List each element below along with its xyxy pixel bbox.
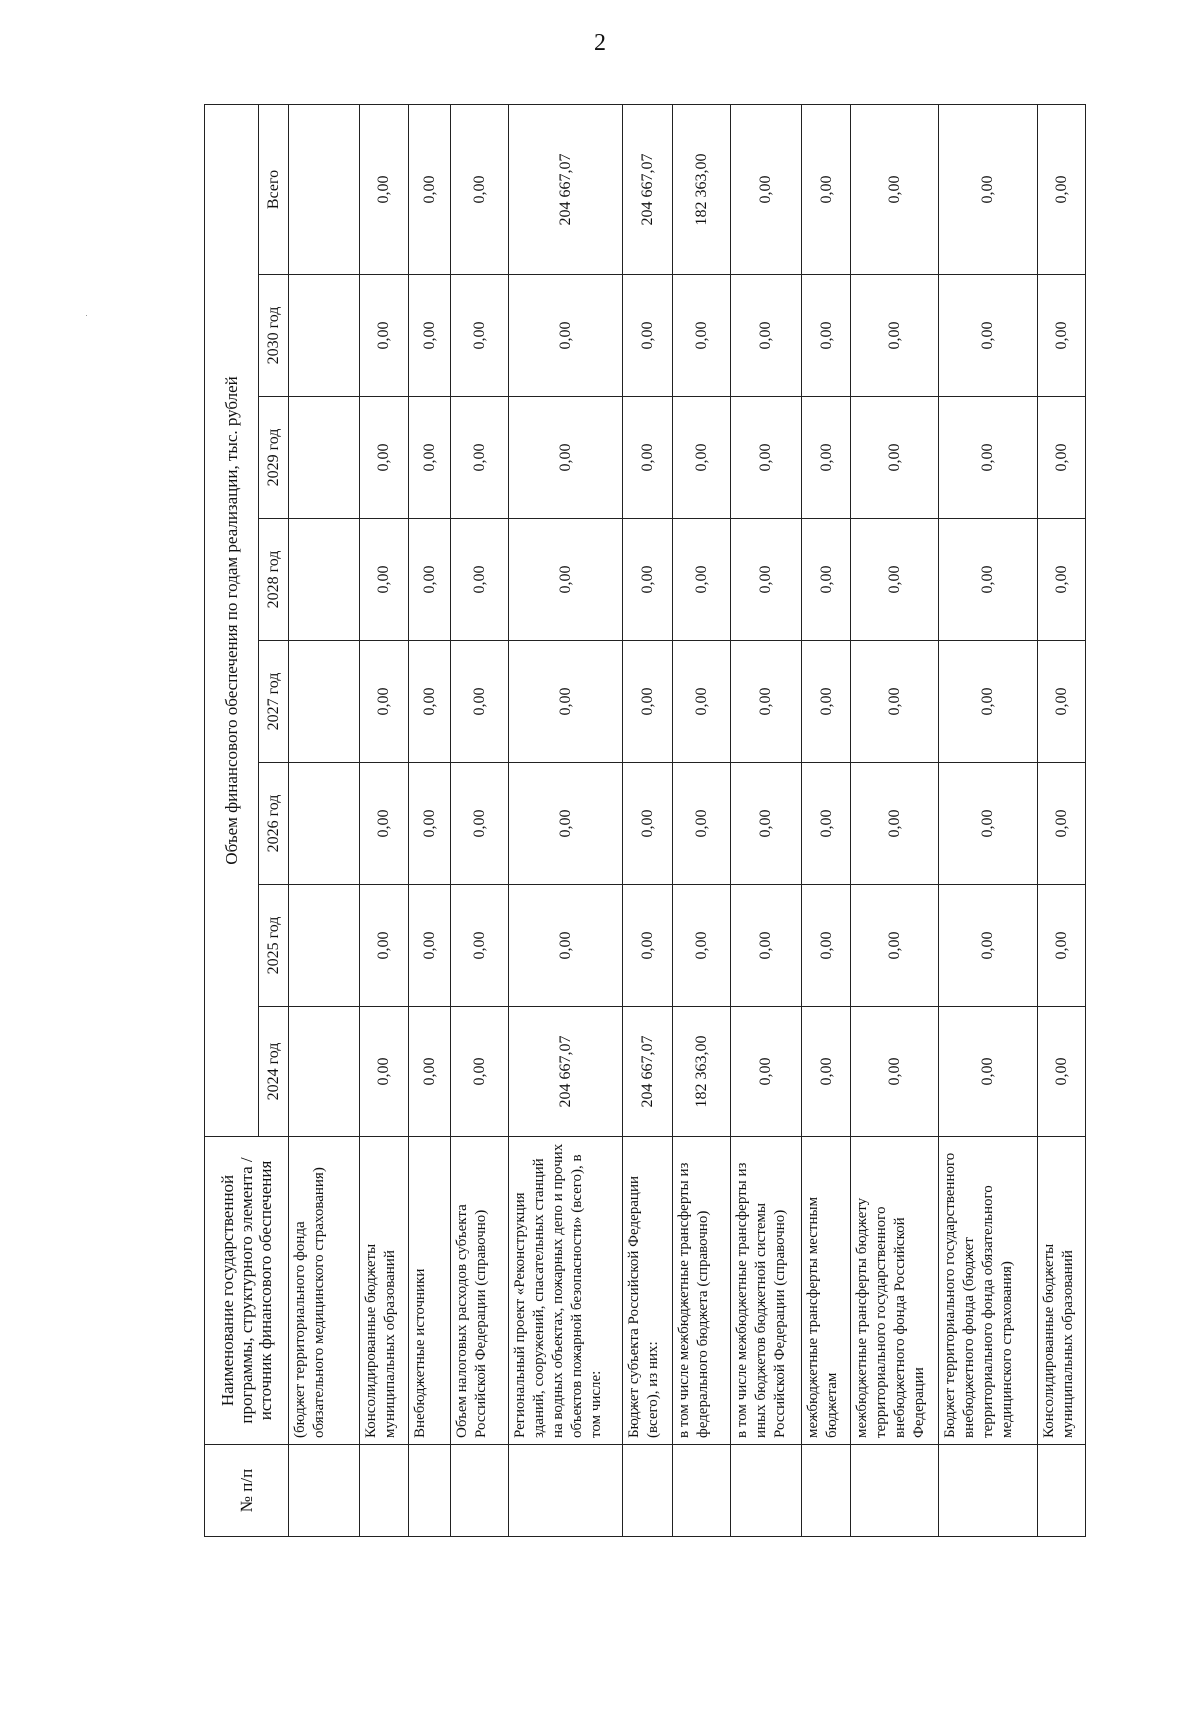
row-number xyxy=(938,1445,1038,1537)
row-year-value: 0,00 xyxy=(359,397,409,519)
row-year-value: 0,00 xyxy=(508,397,622,519)
row-year-value: 0,00 xyxy=(851,519,938,641)
row-total-value: 0,00 xyxy=(409,104,451,274)
row-year-value: 0,00 xyxy=(450,641,508,763)
row-total-value: 182 363,00 xyxy=(672,104,730,274)
row-year-value xyxy=(289,641,360,763)
header-year: 2026 год xyxy=(259,763,289,885)
row-source-name: Объем налоговых расходов субъекта Российской Федерации (справочно) xyxy=(450,1137,508,1445)
row-year-value: 0,00 xyxy=(1038,885,1086,1007)
row-number xyxy=(1038,1445,1086,1537)
header-year: 2029 год xyxy=(259,397,289,519)
row-year-value: 0,00 xyxy=(359,885,409,1007)
row-number xyxy=(409,1445,451,1537)
row-total-value xyxy=(289,104,360,274)
table-row xyxy=(731,104,802,1536)
row-year-value: 0,00 xyxy=(623,397,673,519)
row-number xyxy=(289,1445,360,1537)
row-source-name: Внебюджетные источники xyxy=(409,1137,451,1445)
row-year-value: 0,00 xyxy=(1038,763,1086,885)
row-year-value: 182 363,00 xyxy=(672,1007,730,1137)
table-row xyxy=(409,104,451,1536)
row-year-value: 0,00 xyxy=(672,641,730,763)
row-year-value: 0,00 xyxy=(801,885,851,1007)
row-source-name: Консолидированные бюджеты муниципальных образований xyxy=(359,1137,409,1445)
row-year-value: 0,00 xyxy=(450,1007,508,1137)
row-year-value: 0,00 xyxy=(623,885,673,1007)
row-year-value: 0,00 xyxy=(409,641,451,763)
header-year: 2028 год xyxy=(259,519,289,641)
table-row xyxy=(508,104,622,1536)
row-source-name: (бюджет территориального фонда обязательного медицинского страхования) xyxy=(289,1137,360,1445)
row-source-name: в том числе межбюджетные трансферты из федерального бюджета (справочно) xyxy=(672,1137,730,1445)
row-source-name: межбюджетные трансферты местным бюджетам xyxy=(801,1137,851,1445)
row-year-value: 0,00 xyxy=(938,519,1038,641)
scan-speck xyxy=(86,315,87,316)
row-year-value: 0,00 xyxy=(450,397,508,519)
row-year-value: 0,00 xyxy=(672,763,730,885)
table-row xyxy=(359,104,409,1536)
table-row xyxy=(623,104,673,1536)
row-number xyxy=(672,1445,730,1537)
row-year-value: 204 667,07 xyxy=(623,1007,673,1137)
row-year-value: 0,00 xyxy=(731,641,802,763)
row-year-value: 0,00 xyxy=(508,641,622,763)
row-year-value: 0,00 xyxy=(672,275,730,397)
row-year-value: 204 667,07 xyxy=(508,1007,622,1137)
row-number xyxy=(508,1445,622,1537)
row-year-value: 0,00 xyxy=(851,275,938,397)
row-year-value: 0,00 xyxy=(938,641,1038,763)
page-number: 2 xyxy=(594,30,606,56)
table-row xyxy=(851,104,938,1536)
row-year-value: 0,00 xyxy=(409,1007,451,1137)
row-year-value: 0,00 xyxy=(938,1007,1038,1137)
row-total-value: 0,00 xyxy=(801,104,851,274)
row-source-name: Региональный проект «Реконструкция зданий, сооружений, спасательных станций на водных объектах, пожарных депо и прочих объектов пожарной безопасности» (всего), в том числе: xyxy=(508,1137,622,1445)
row-year-value: 0,00 xyxy=(731,763,802,885)
row-total-value: 0,00 xyxy=(450,104,508,274)
row-total-value: 0,00 xyxy=(938,104,1038,274)
table-row xyxy=(801,104,851,1536)
row-source-name: в том числе межбюджетные трансферты из иных бюджетов бюджетной системы Российской Федерации (справочно) xyxy=(731,1137,802,1445)
row-year-value: 0,00 xyxy=(851,641,938,763)
row-source-name: Бюджет субъекта Российской Федерации (всего), из них: xyxy=(623,1137,673,1445)
row-year-value: 0,00 xyxy=(938,275,1038,397)
row-year-value: 0,00 xyxy=(731,885,802,1007)
row-total-value: 204 667,07 xyxy=(508,104,622,274)
row-year-value: 0,00 xyxy=(623,763,673,885)
row-year-value: 0,00 xyxy=(1038,1007,1086,1137)
row-year-value xyxy=(289,397,360,519)
row-year-value: 0,00 xyxy=(623,275,673,397)
financing-table xyxy=(204,104,1086,1537)
row-year-value: 0,00 xyxy=(938,763,1038,885)
row-year-value: 0,00 xyxy=(450,763,508,885)
row-year-value: 0,00 xyxy=(851,763,938,885)
row-year-value xyxy=(289,763,360,885)
row-year-value: 0,00 xyxy=(851,885,938,1007)
row-number xyxy=(450,1445,508,1537)
row-number xyxy=(359,1445,409,1537)
row-year-value: 0,00 xyxy=(1038,275,1086,397)
row-year-value: 0,00 xyxy=(672,519,730,641)
row-total-value: 0,00 xyxy=(1038,104,1086,274)
row-year-value: 0,00 xyxy=(409,763,451,885)
row-year-value: 0,00 xyxy=(1038,519,1086,641)
row-year-value: 0,00 xyxy=(450,275,508,397)
row-total-value: 0,00 xyxy=(359,104,409,274)
row-year-value: 0,00 xyxy=(851,397,938,519)
header-year: 2027 год xyxy=(259,641,289,763)
table-row xyxy=(450,104,508,1536)
row-year-value: 0,00 xyxy=(450,519,508,641)
table-row xyxy=(672,104,730,1536)
row-source-name: Бюджет территориального государственного внебюджетного фонда (бюджет территориального фонда обязательного медицинского страхования) xyxy=(938,1137,1038,1445)
row-year-value: 0,00 xyxy=(359,1007,409,1137)
table-row xyxy=(289,104,360,1536)
row-year-value: 0,00 xyxy=(938,885,1038,1007)
row-year-value: 0,00 xyxy=(731,1007,802,1137)
row-total-value: 204 667,07 xyxy=(623,104,673,274)
row-year-value: 0,00 xyxy=(731,275,802,397)
row-year-value: 0,00 xyxy=(801,641,851,763)
row-year-value: 0,00 xyxy=(508,763,622,885)
rotated-table-container xyxy=(204,105,1086,1537)
header-num: № п/п xyxy=(205,1445,289,1537)
row-year-value: 0,00 xyxy=(672,397,730,519)
row-source-name: межбюджетные трансферты бюджету территориального государственного внебюджетного фонда Российской Федерации xyxy=(851,1137,938,1445)
row-year-value: 0,00 xyxy=(623,641,673,763)
row-year-value: 0,00 xyxy=(409,397,451,519)
header-year: 2030 год xyxy=(259,275,289,397)
row-year-value: 0,00 xyxy=(409,519,451,641)
row-year-value: 0,00 xyxy=(801,397,851,519)
row-year-value: 0,00 xyxy=(851,1007,938,1137)
row-year-value: 0,00 xyxy=(409,885,451,1007)
row-year-value xyxy=(289,885,360,1007)
row-year-value: 0,00 xyxy=(359,275,409,397)
row-number xyxy=(851,1445,938,1537)
row-total-value: 0,00 xyxy=(851,104,938,274)
row-year-value: 0,00 xyxy=(1038,641,1086,763)
row-year-value: 0,00 xyxy=(801,519,851,641)
row-year-value: 0,00 xyxy=(1038,397,1086,519)
row-year-value: 0,00 xyxy=(450,885,508,1007)
row-year-value xyxy=(289,519,360,641)
row-year-value: 0,00 xyxy=(359,763,409,885)
row-year-value: 0,00 xyxy=(801,275,851,397)
row-year-value: 0,00 xyxy=(731,519,802,641)
header-funding: Объем финансового обеспечения по годам реализации, тыс. рублей xyxy=(205,104,259,1136)
row-number xyxy=(801,1445,851,1537)
row-year-value: 0,00 xyxy=(623,519,673,641)
row-year-value xyxy=(289,1007,360,1137)
row-year-value: 0,00 xyxy=(731,397,802,519)
row-year-value: 0,00 xyxy=(359,641,409,763)
table-row xyxy=(938,104,1038,1536)
row-year-value: 0,00 xyxy=(938,397,1038,519)
row-year-value: 0,00 xyxy=(409,275,451,397)
row-number xyxy=(731,1445,802,1537)
row-number xyxy=(623,1445,673,1537)
row-year-value: 0,00 xyxy=(508,275,622,397)
row-year-value: 0,00 xyxy=(801,763,851,885)
row-year-value: 0,00 xyxy=(359,519,409,641)
table-body xyxy=(289,104,1086,1536)
table-row xyxy=(1038,104,1086,1536)
row-year-value: 0,00 xyxy=(672,885,730,1007)
header-name: Наименование государственной программы, структурного элемента / источник финансового обеспечения xyxy=(205,1137,289,1445)
row-total-value: 0,00 xyxy=(731,104,802,274)
row-year-value: 0,00 xyxy=(508,885,622,1007)
row-year-value: 0,00 xyxy=(801,1007,851,1137)
row-year-value xyxy=(289,275,360,397)
header-year: 2025 год xyxy=(259,885,289,1007)
header-year: 2024 год xyxy=(259,1007,289,1137)
header-total: Всего xyxy=(259,104,289,274)
row-year-value: 0,00 xyxy=(508,519,622,641)
row-source-name: Консолидированные бюджеты муниципальных образований xyxy=(1038,1137,1086,1445)
